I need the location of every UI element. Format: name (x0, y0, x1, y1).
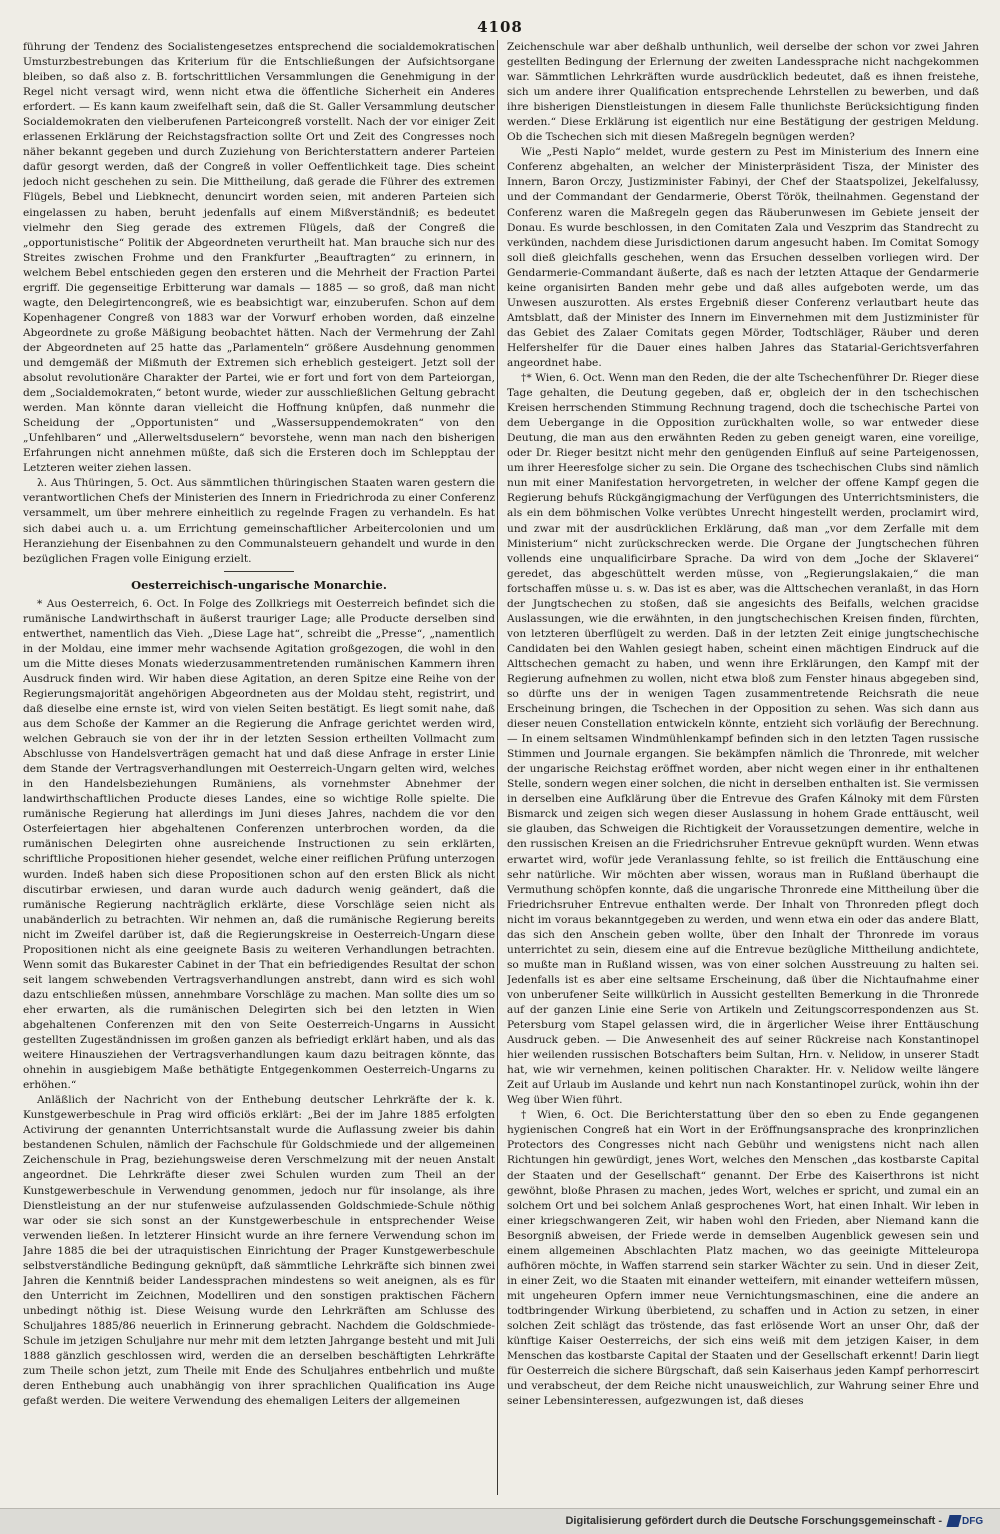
footer-credit: Digitalisierung gefördert durch die Deutsche Forschungsgemeinschaft - (565, 1515, 942, 1527)
dfg-logo-icon (946, 1515, 961, 1527)
left-paragraph-4: Anläßlich der Nachricht von der Enthebung deutscher Lehrkräfte der k. k. Kunstgewerbeschule in Prag wird officiös erklärt: „Bei der im Jahre 1885 erfolgten Activirung der genannten Unterrichtsanstalt wurde die Auflassung zweier bis dahin bestandenen Schulen, nämlich der Fachschule für Goldschmiede und der allgemeinen Zeichenschule in Prag, beziehungsweise deren Verschmelzung mit der neuen Anstalt angeordnet. Die Lehrkräfte dieser zwei Schulen wurden zum Theil an der Kunstgewerbeschule in Verwendung genommen, jedoch nur für insolange, als ihre Dienstleistung an der nur stufenweise aufzulassenden Goldschmiede-Schule nöthig war oder sie sich sonst an der Kunstgewerbeschule in entsprechender Weise verwenden ließen. In letzterer Hinsicht wurde an ihre fernere Verwendung schon im Jahre 1885 die bei der utraquistischen Einrichtung der Prager Kunstgewerbeschule selbstverständliche Bedingung geknüpft, daß sämmtliche Lehrkräfte sich binnen zwei Jahren die Kenntniß beider Landessprachen mindestens so weit aneignen, als es für den Unterricht im Zeichnen, Modelliren und den sonstigen praktischen Fächern unbedingt nöthig ist. Diese Weisung wurde den Lehrkräften am Schlusse des Schuljahres 1885/86 neuerlich in Erinnerung gebracht. Nachdem die Goldschmiede-Schule im jetzigen Schuljahre nur mehr mit dem letzten Jahrgange besteht und mit Juli 1888 gänzlich geschlossen wird, werden die an derselben beschäftigten Lehrkräfte zum Theile schon jetzt, zum Theile mit Ende des Schuljahres entbehrlich und mußte deren Enthebung auch unabhängig von ihrer sprachlichen Qualification ins Auge gefaßt werden. Die weitere Verwendung des ehemaligen Leiters der allgemeinen (23, 1094, 495, 1408)
column-divider (497, 40, 498, 1495)
dfg-logo (948, 1513, 992, 1529)
left-paragraph-3: * Aus Oesterreich, 6. Oct. In Folge des Zollkriegs mit Oesterreich befindet sich die rumänische Landwirthschaft in äußerst trauriger Lage; alle Producte derselben sind entwerthet, namentlich das Vieh. „Diese Lage hat“, schreibt die „Presse“, „namentlich in der Moldau, eine immer mehr wachsende Agitation großgezogen, die wohl in den um die Mitte dieses Monats wiederzusammentretenden rumänischen Kammern ihren Ausdruck finden wird. Wir haben diese Agitation, an deren Spitze eine Reihe von der Regierungsmajorität angehörigen Abgeordneten aus der Moldau steht, registrirt, und daß dieselbe eine ernste ist, wird von vielen Seiten bestätigt. Es liegt somit nahe, daß aus dem Schoße der Kammer an die Regierung die Anfrage gerichtet werden wird, welchen Gebrauch sie von der ihr in der letzten Session ertheilten Vollmacht zum Abschlusse von Handelsverträgen gemacht hat und daß diese Anfrage in erster Linie dem Stande der Vertragsverhandlungen mit Oesterreich-Ungarn gelten wird, welches in den Handelsbeziehungen Rumäniens, als vornehmster Abnehmer der landwirthschaftlichen Producte dieses Landes, eine so wichtige Rolle spielte. Die rumänische Regierung hat allerdings im Juni dieses Jahres, nachdem die vor den Osterfeiertagen hier abgehaltenen Conferenzen unterbrochen worden, da die rumänischen Delegirten ohne ausreichende Instructionen zu sein erklärten, schriftliche Propositionen hieher gesendet, welche einer reiflichen Prüfung unterzogen wurden. Indeß haben sich diese Propositionen schon auf den ersten Blick als nicht discutirbar erwiesen, und daran wurde auch dadurch wenig geändert, daß die rumänische Regierung nachträglich erklärte, diese Vorschläge seien nicht als unabänderlich zu betrachten. Wir nehmen an, daß die rumänische Regierung bereits nicht im Zweifel darüber ist, daß die Regierungskreise in Oesterreich-Ungarn diese Propositionen nicht als eine geeignete Basis zu weiteren Verhandlungen betrachten. Wenn somit das Bukarester Cabinet in der That ein befriedigendes Resultat der schon seit langem schwebenden Vertragsverhandlungen anstrebt, dann wird es sich wohl dazu entschließen müssen, annehmbare Vorschläge zu machen. Man sollte dies um so eher erwarten, als die rumänischen Delegirten sich bei den letzten in Wien abgehaltenen Conferenzen mit den von Seite Oesterreich-Ungarns in Aussicht gestellten Zugeständnissen im großen ganzen als befriedigt erklärt haben, und als das weitere Hinausziehen der Vertragsverhandlungen kaum dazu beitragen könnte, das ohnehin in ausgiebigem Maße bethätigte Entgegenkommen Oesterreich-Ungarns zu erhöhen.“ (23, 597, 495, 1092)
right-paragraph-1: Zeichenschule war aber deßhalb unthunlich, weil derselbe der schon vor zwei Jahren gestellten Bedingung der Erlernung der zweiten Landessprache nicht nachgekommen war. Sämmtlichen Lehrkräften wurde ausdrücklich bedeutet, daß es ihnen freistehe, sich um andere ihrer Qualification entsprechende Lehrstellen zu bewerben, und daß ihre bisherigen Dienstleistungen in diesem Falle thunlichste Berücksichtigung finden werden.“ Diese Erklärung ist eigentlich nur eine Bestätigung der gestrigen Meldung. Ob die Tschechen sich mit diesen Maßregeln begnügen werden? (507, 41, 979, 144)
left-column (23, 40, 495, 1495)
right-column (507, 40, 979, 1495)
section-heading: Oesterreichisch-ungarische Monarchie. (131, 577, 387, 592)
right-paragraph-2: Wie „Pesti Naplo“ meldet, wurde gestern zu Pest im Ministerium des Innern eine Conferenz abgehalten, an welcher der Ministerpräsident Tisza, der Minister des Innern, Baron Orczy, Justizminister Fabinyi, der Chef der Staatspolizei, Jekelfalussy, und der Commandant der Gendarmerie, Oberst Török, theilnahmen. Gegenstand der Conferenz waren die Maßregeln gegen das Räuberunwesen im Gebiete jenseit der Donau. Es wurde beschlossen, in den Comitaten Zala und Veszprim das Standrecht zu verkünden, nachdem diese Jurisdictionen darum angesucht haben. Im Comitat Somogy soll dieß gleichfalls geschehen, wenn das Ersuchen desselben vorliegen wird. Der Gendarmerie-Commandant äußerte, daß es nach der letzten Attaque der Gendarmerie keine organisirten Banden mehr gebe und daß alles aufgeboten werde, um das Unwesen auszurotten. Als erstes Ergebniß dieser Conferenz verlautbart heute das Amtsblatt, daß der Minister des Innern im Einvernehmen mit dem Justizminister für das Gebiet des Zalaer Comitats gegen Mörder, Todtschläger, Räuber und deren Helfershelfer für die Dauer eines halben Jahres das Statarial-Gerichtsverfahren angeordnet habe. (507, 146, 979, 369)
section-divider (224, 571, 294, 572)
right-paragraph-3: †* Wien, 6. Oct. Wenn man den Reden, die der alte Tschechenführer Dr. Rieger diese Tage gehalten, die Deutung gegeben, daß er, obgleich der in den tschechischen Kreisen herrschenden Stimmung Rechnung tragend, doch die tschechische Partei von dem Uebergange in die Opposition zurückhalten wolle, so war entweder diese Deutung, die man aus den erwähnten Reden zu geben geneigt waren, eine voreilige, oder Dr. Rieger besitzt nicht mehr den genügenden Einfluß auf seine Parteigenossen, um ihrer Heeresfolge sicher zu sein. Die Organe des tschechischen Clubs sind nämlich nun mit einer Manifestation hervorgetreten, in welcher der offene Kampf gegen die Regierung behufs Rückgängigmachung der Verfügungen des Unterrichtsministers, die als ein dem böhmischen Volke verübtes Unrecht hingestellt werden, proclamirt wird, und zwar mit der ausdrücklichen Erklärung, daß man „vor dem Zerfalle mit dem Ministerium“ nicht zurückschrecken werde. Die Organe der Jungtschechen führen vollends eine unqualificirbare Sprache. Da wird von dem „Joche der Sklaverei“ geredet, das abgeschüttelt werden müsse, von „Regierungslakaien,“ die man fortschaffen müsse u. s. w. Das ist es aber, was die Alttschechen veranlaßt, in das Horn der Jungtschechen zu stoßen, daß sie angesichts des Beifalls, welchen gracidse Auslassungen, wie die erwähnten, in den jungtschechischen Kreisen finden, fürchten, von letzteren überflügelt zu werden. Daß in der letzten Zeit einige jungtschechische Candidaten bei den Wahlen gesiegt haben, scheint einen mächtigen Eindruck auf die Alttschechen gemacht zu haben, und wenn ihre Erklärungen, den Kampf mit der Regierung aufnehmen zu wollen, nicht etwa bloß zum Fenster hinaus abgegeben sind, so dürfte uns der in wenigen Tagen zusammentretende Reichsrath die neue Erscheinung bringen, die Tschechen in der Opposition zu sehen. Was sich dann aus dieser neuen Constellation entwickeln könnte, entzieht sich vorläufig der Berechnung. — In einem seltsamen Windmühlenkampf befinden sich in den letzten Tagen russische Stimmen und Journale ergangen. Sie bekämpfen nämlich die Thronrede, mit welcher der ungarische Reichstag eröffnet worden, aber nicht wegen einer in ihr enthaltenen Stelle, sondern wegen einer solchen, die nicht in derselben enthalten ist. Sie vermissen in derselben eine Aufklärung über die Entrevue des Grafen Kálnoky mit dem Fürsten Bismarck und zeigen sich wegen dieser Auslassung in hohem Grade enttäuscht, weil sie glauben, das Schweigen die Richtigkeit der Voraussetzungen dementire, welche in den russischen Kreisen an die Friedrichsruher Entrevue geknüpft wurden. Wenn etwas erwartet wird, wofür jede Veranlassung fehlte, so ist freilich die Enttäuschung eine sehr natürliche. Wir möchten aber wissen, woraus man in Rußland überhaupt die Vermuthung schöpfen konnte, daß die ungarische Thronrede eine Mittheilung über die Friedrichsruher Entrevue enthalten werde. Der Inhalt von Thronreden pflegt doch nicht im voraus bekanntgegeben zu werden, und wenn etwa ein oder das andere Blatt, das sich den Anschein geben wollte, über den Inhalt der Thronrede im voraus unterrichtet zu sein, diesem eine auf die Entrevue bezügliche Mittheilung andichtete, so mußte man in Rußland wissen, was von einer solchen Ausstreuung zu halten sei. Jedenfalls ist es aber eine seltsame Erscheinung, daß über die Nichtaufnahme einer von unberufener Seite willkürlich in Aussicht gestellten Bemerkung in die Thronrede auf der ganzen Linie eine Serie von Artikeln und Zeitungscorrespondenzen aus St. Petersburg vom Stapel gelassen wird, die in ärgerlicher Weise ihrer Enttäuschung Ausdruck geben. — Die Anwesenheit des auf seiner Rückreise nach Konstantinopel hier weilenden russischen Botschafters beim Sultan, Hrn. v. Nelidow, in unserer Stadt hat, wie wir vernehmen, keinen politischen Charakter. Hr. v. Nelidow weilte längere Zeit auf Urlaub im Auslande und kehrt nun nach Konstantinopel zurück, wohin ihn der Weg über Wien führt. (507, 372, 979, 1107)
page-number: 4108 (477, 18, 523, 36)
right-paragraph-4: † Wien, 6. Oct. Die Berichterstattung über den so eben zu Ende gegangenen hygienischen Congreß hat ein Wort in der Eröffnungsansprache des kronprinzlichen Protectors des Congresses nicht nach Gebühr und wenigstens nicht nach allen Richtungen hin gewürdigt, jenes Wort, welches den Menschen „das kostbarste Capital der Staaten und der Gesellschaft“ genannt. Der Erbe des Kaiserthrons ist nicht gewöhnt, bloße Phrasen zu machen, jedes Wort, welches er spricht, und zumal ein an solchem Ort und bei solchem Anlaß gesprochenes Wort, hat einen Inhalt. Wir leben in einer kriegschwangeren Zeit, wir haben wohl den Frieden, aber Niemand kann die Besorgniß abweisen, der Friede werde in demselben Augenblick gewesen sein und einem allgemeinen Abschlachten Platz machen, wo das geeinigte Mitteleuropa aufhören möchte, in Waffen starrend sein starker Wächter zu sein. Und in dieser Zeit, in einer Zeit, wo die Staaten mit einander wetteifern, mit einander wetteifern müssen, mit ungeheuren Opfern immer neue Vernichtungsmaschinen, eine die andere an todtbringender Wirkung überbietend, zu schaffen und in Action zu setzen, in einer solchen Zeit schlägt das tröstende, das fast erlösende Wort an unser Ohr, daß der künftige Kaiser Oesterreichs, der sich eins weiß mit dem jetzigen Kaiser, in dem Menschen das kostbarste Capital der Staaten und der Gesellschaft erkennt! Darin liegt für Oesterreich die sichere Bürgschaft, daß sein Kaiserhaus jeden Kampf perhorrescirt und verabscheut, der dem Reiche nicht unausweichlich, zur Wahrung seiner Ehre und seiner Lebensinteressen, aufgezwungen ist, daß dieses (507, 1109, 979, 1408)
footer-bar (0, 1508, 1000, 1534)
dfg-logo-text: DFG (962, 1515, 984, 1527)
left-paragraph-1: führung der Tendenz des Socialistengesetzes entsprechend die socialdemokratischen Umsturzbestrebungen das Kriterium für die Entschließungen der Aufsichtsorgane bleiben, so daß also z. B. fortschrittlichen Versammlungen die Genehmigung in der Regel nicht versagt wird, wenn nicht etwa die öffentliche Sicherheit ein Anderes erfordert. — Es kann kaum zweifelhaft sein, daß die St. Galler Versammlung deutscher Socialdemokraten den vielberufenen Parteicongreß vorstellt. Nach der vor einiger Zeit erlassenen Erklärung der Reichstagsfraction sollte Ort und Zeit des Congresses noch näher bekannt gegeben und durch Zuziehung von Berichterstattern anderer Parteien dafür gesorgt werden, daß der Congreß in voller Oeffentlichkeit tage. Dies scheint jedoch nicht geschehen zu sein. Die Mittheilung, daß gerade die Führer des extremen Flügels, Bebel und Liebknecht, denuncirt worden seien, mit anderen Parteien sich eingelassen zu haben, beruht jedenfalls auf einem Mißverständniß; es bedeutet vielmehr den Sieg gerade des extremen Flügels, daß der Congreß die „opportunistische“ Politik der Abgeordneten verurtheilt hat. Man brauche sich nur des Streites zwischen Frohme und den Frankfurter „Beauftragten“ zu erinnern, in welchem Bebel entschieden gegen den ersteren und die Mehrheit der Fraction Partei ergriff. Die gegenseitige Erbitterung war damals — 1885 — so groß, daß man nicht wagte, den Delegirtencongreß, wie es beabsichtigt war, einzuberufen. Schon auf dem Kopenhagener Congreß von 1883 war der Vorwurf erhoben worden, daß einzelne Abgeordnete zu große Mäßigung beobachtet hätten. Nach der Vermehrung der Zahl der Abgeordneten auf 25 hatte das „Parlamenteln“ größere Ausdehnung genommen und demgemäß der Mißmuth der Extremen sich erheblich gesteigert. Jetzt soll der absolut revolutionäre Charakter der Partei, wie er fort und fort von dem Parteiorgan, dem „Socialdemokraten,“ betont wurde, wieder zur ausschließlichen Geltung gebracht werden. Man könnte daran vielleicht die Hoffnung knüpfen, daß nunmehr die Scheidung der „Opportunisten“ und „Wassersuppendemokraten“ von den „Unfehlbaren“ und „Allerweltsduselern“ bevorstehe, wenn man nach den bisherigen Erfahrungen nicht annehmen müßte, daß sich die Ersteren doch im Schlepptau der Letzteren weiter ziehen lassen. (23, 41, 495, 475)
left-paragraph-2: λ. Aus Thüringen, 5. Oct. Aus sämmtlichen thüringischen Staaten waren gestern die verantwortlichen Chefs der Ministerien des Innern in Friedrichroda zu einer Conferenz versammelt, um über mehrere einheitlich zu regelnde Fragen zu verhandeln. Es hat sich dabei auch u. a. um Errichtung gemeinschaftlicher Arbeitercolonien und um Heranziehung der Eisenbahnen zu den Communalsteuern gehandelt und wurde in den bezüglichen Fragen volle Einigung erzielt. (23, 477, 495, 565)
